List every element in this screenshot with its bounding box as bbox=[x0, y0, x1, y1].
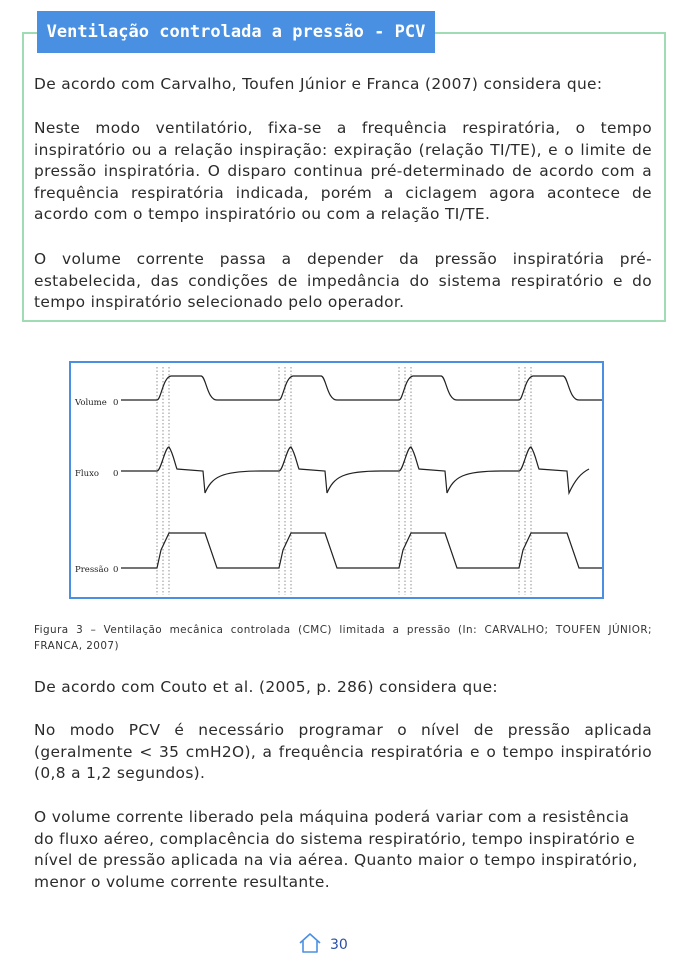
intro-text-1: De acordo com Carvalho, Toufen Júnior e Franca (2007) considera que: bbox=[34, 75, 603, 93]
page-number: 30 bbox=[330, 937, 348, 953]
figure-ventilation-waveforms bbox=[69, 361, 604, 599]
paragraph-1: Neste modo ventilatório, fixa-se a frequência respiratória, o tempo inspiratório ou a relação inspiração: expiração (relação TI/TE), e o limite de pressão inspiratória. O disparo continua pré-determinado de acordo com a frequência respiratória indicada, porém a ciclagem agora acontece de acordo com o tempo inspiratório ou com a relação TI/TE. bbox=[34, 119, 652, 224]
section-title: Ventilação controlada a pressão - PCV bbox=[37, 11, 435, 53]
volume-zero-label: 0 bbox=[113, 398, 119, 408]
pressure-zero-label: 0 bbox=[113, 565, 119, 575]
pressure-wave bbox=[121, 533, 602, 568]
pressure-label: Pressão bbox=[75, 565, 109, 575]
home-icon[interactable] bbox=[298, 932, 322, 958]
paragraph-3: No modo PCV é necessário programar o nível de pressão aplicada (geralmente < 35 cmH2O), a frequência respiratória e o tempo inspiratório (0,8 a 1,2 segundos). bbox=[34, 721, 652, 783]
volume-label: Volume bbox=[75, 398, 107, 408]
figure-caption: Figura 3 – Ventilação mecânica controlada (CMC) limitada a pressão (In: CARVALHO; TOUFEN JÚNIOR; FRANCA, 2007) bbox=[34, 624, 652, 652]
page-footer bbox=[298, 932, 348, 958]
flow-label: Fluxo bbox=[75, 469, 100, 479]
paragraph-4: O volume corrente liberado pela máquina poderá variar com a resistência do fluxo aéreo, complacência do sistema respiratório, tempo inspiratório e nível de pressão aplicada na via aérea. Quanto maior o tempo inspiratório, menor o volume corrente resultante. bbox=[34, 808, 638, 891]
paragraph-2: O volume corrente passa a depender da pressão inspiratória pré-estabelecida, das condições de impedância do sistema respiratório e do tempo inspiratório selecionado pelo operador. bbox=[34, 250, 652, 312]
intro-text-2: De acordo com Couto et al. (2005, p. 286) considera que: bbox=[34, 678, 498, 696]
volume-wave bbox=[121, 376, 602, 400]
waveform-diagram bbox=[71, 363, 602, 597]
flow-zero-label: 0 bbox=[113, 469, 119, 479]
